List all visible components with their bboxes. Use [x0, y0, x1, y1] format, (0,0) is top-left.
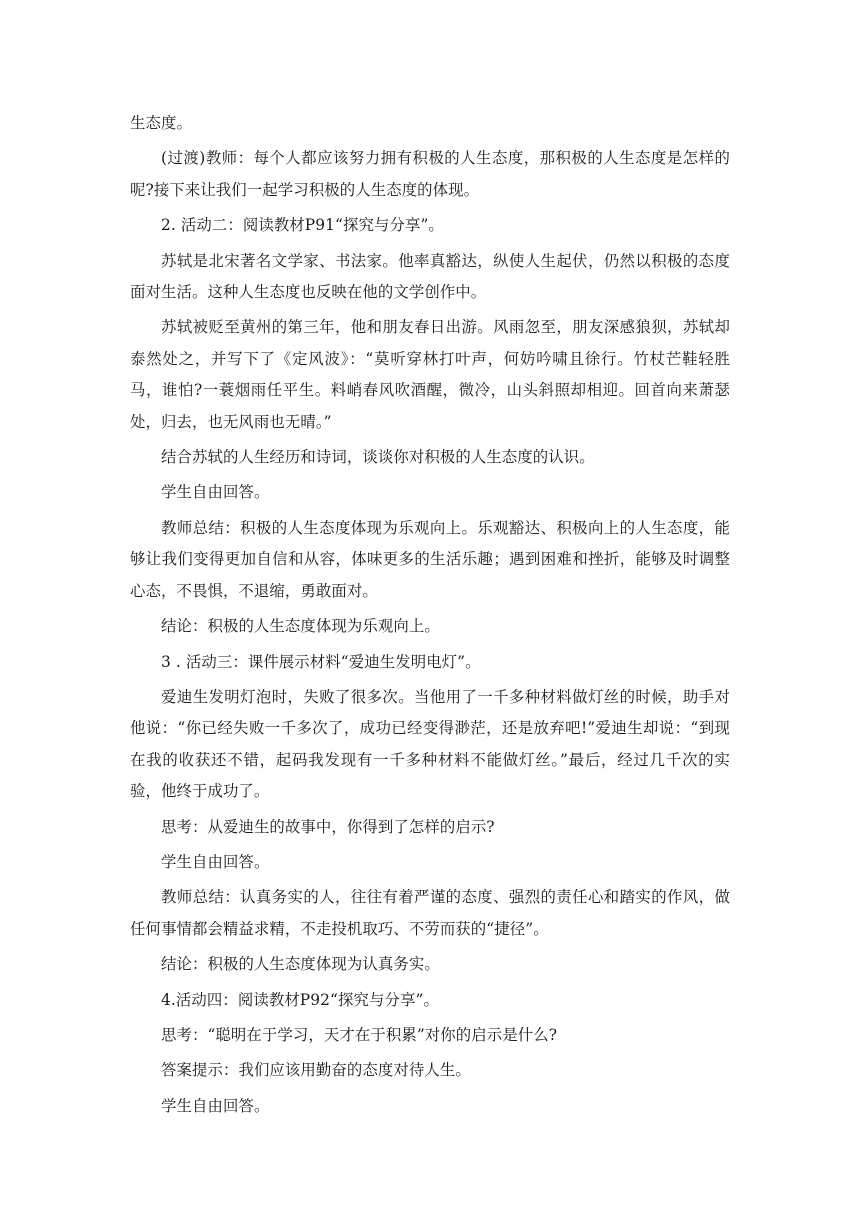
paragraph-student-answer: 学生自由回答。 — [161, 852, 270, 871]
paragraph-discussion-prompt: 结合苏轼的人生经历和诗词，谈谈你对积极的人生态度的认识。 — [161, 448, 595, 467]
document-body — [130, 108, 730, 1122]
activity-heading-2: 2. 活动二：阅读教材P91“探究与分享”。 — [161, 216, 444, 235]
paragraph-think-question: 思考：从爱迪生的故事中，你得到了怎样的启示? — [161, 817, 495, 836]
paragraph-student-answer: 学生自由回答。 — [161, 1096, 270, 1115]
activity-heading-3: 3 . 活动三：课件展示材料“爱迪生发明电灯”。 — [161, 652, 481, 671]
paragraph-su-shi-intro: 苏轼是北宋著名文学家、书法家。他率真豁达，纵使人生起伏，仍然以积极的态度面对生活。这种人生态度也反映在他的文学创作中。 — [130, 251, 730, 302]
paragraph-teacher-summary: 教师总结：认真务实的人，往往有着严谨的态度、强烈的责任心和踏实的作风，做任何事情都会精益求精，不走投机取巧、不劳而获的“捷径”。 — [130, 888, 730, 938]
paragraph-answer-hint: 答案提示：我们应该用勤奋的态度对待人生。 — [161, 1061, 471, 1080]
paragraph-think-question: 思考：“聪明在于学习，天才在于积累”对你的启示是什么? — [161, 1025, 558, 1044]
paragraph-edison-story: 爱迪生发明灯泡时，失败了很多次。当他用了一千多种材料做灯丝的时候，助手对他说：“你已经失败一千多次了，成功已经变得渺茫，还是放弃吧!”爱迪生却说：“到现在我的收获还不错，起码我发现有一千多种材料不能做灯丝。”最后，经过几千次的实验，他终于成功了。 — [130, 687, 730, 801]
activity-heading-4: 4.活动四：阅读教材P92“探究与分享”。 — [161, 990, 439, 1009]
paragraph-su-shi-story: 苏轼被贬至黄州的第三年，他和朋友春日出游。风雨忽至，朋友深感狼狈，苏轼却泰然处之，并写下了《定风波》：“莫听穿林打叶声，何妨吟啸且徐行。竹杖芒鞋轻胜马，谁怕?一蓑烟雨任平生。料峭春风吹酒醒，微冷，山头斜照却相迎。回首向来萧瑟处，归去，也无风雨也无晴。” — [130, 318, 730, 431]
paragraph-conclusion: 结论：积极的人生态度体现为认真务实。 — [161, 955, 440, 974]
paragraph-teacher-summary: 教师总结：积极的人生态度体现为乐观向上。乐观豁达、积极向上的人生态度，能够让我们变得更加自信和从容，体味更多的生活乐趣；遇到困难和挫折，能够及时调整心态，不畏惧，不退缩，勇敢面对。 — [130, 518, 730, 600]
paragraph-student-answer: 学生自由回答。 — [161, 483, 270, 502]
paragraph-continuation: 生态度。 — [130, 114, 192, 132]
paragraph-conclusion: 结论：积极的人生态度体现为乐观向上。 — [161, 617, 440, 636]
paragraph-transition: (过渡)教师：每个人都应该努力拥有积极的人生态度，那积极的人生态度是怎样的呢?接下来让我们一起学习积极的人生态度的体现。 — [130, 149, 730, 199]
